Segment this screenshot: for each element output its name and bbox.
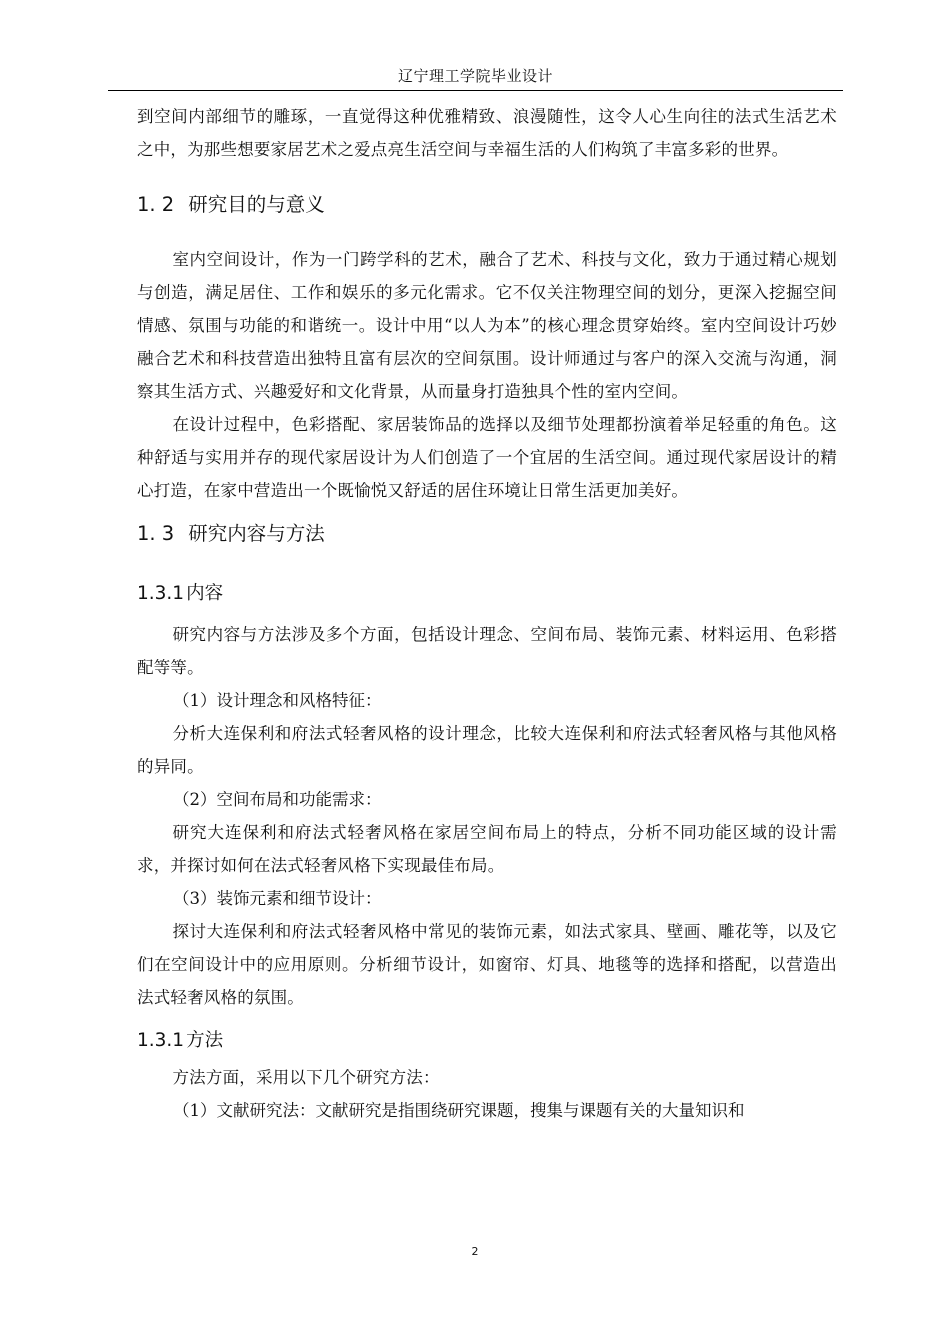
section-1-2-paragraph-2: 在设计过程中，色彩搭配、家居装饰品的选择以及细节处理都扮演着举足轻重的角色。这种舒适与实用并存的现代家居设计为人们创造了一个宜居的生活空间。通过现代家居设计的精心打造，在家中营造出一个既愉悦又舒适的居住环境让日常生活更加美好。	[137, 415, 837, 500]
section-1-3-1-method-heading	[137, 1024, 837, 1057]
section-title: 研究目的与意义	[188, 193, 325, 216]
page-header	[108, 62, 843, 91]
header-title: 辽宁理工学院毕业设计	[397, 67, 553, 85]
section-number: 1. 2	[137, 193, 175, 216]
section-number: 1.3.1	[137, 1030, 185, 1051]
section-title: 研究内容与方法	[188, 522, 325, 545]
content-item-2-label: （2）空间布局和功能需求：	[173, 790, 382, 809]
content-item-1-text: 分析大连保利和府法式轻奢风格的设计理念，比较大连保利和府法式轻奢风格与其他风格的异同。	[137, 724, 837, 776]
content-item-3-text: 探讨大连保利和府法式轻奢风格中常见的装饰元素，如法式家具、壁画、雕花等，以及它们在空间设计中的应用原则。分析细节设计，如窗帘、灯具、地毯等的选择和搭配，以营造出法式轻奢风格的氛围。	[137, 922, 837, 1007]
content-intro: 研究内容与方法涉及多个方面，包括设计理念、空间布局、装饰元素、材料运用、色彩搭配等等。	[137, 625, 837, 677]
section-1-3-1-content-heading	[137, 577, 837, 610]
section-1-2-heading	[137, 188, 837, 221]
section-1-2-paragraph-1: 室内空间设计，作为一门跨学科的艺术，融合了艺术、科技与文化，致力于通过精心规划与创造，满足居住、工作和娱乐的多元化需求。它不仅关注物理空间的划分，更深入挖掘空间情感、氛围与功能的和谐统一。设计中用“以人为本”的核心理念贯穿始终。室内空间设计巧妙融合艺术和科技营造出独特且富有层次的空间氛围。设计师通过与客户的深入交流与沟通，洞察其生活方式、兴趣爱好和文化背景，从而量身打造独具个性的室内空间。	[137, 250, 837, 401]
section-number: 1.3.1	[137, 583, 185, 604]
section-1-3-heading	[137, 517, 837, 550]
content-item-1-label: （1）设计理念和风格特征：	[173, 691, 382, 710]
content-item-2-text: 研究大连保利和府法式轻奢风格在家居空间布局上的特点，分析不同功能区域的设计需求，并探讨如何在法式轻奢风格下实现最佳布局。	[137, 823, 837, 875]
page-content	[137, 100, 837, 1127]
section-number: 1. 3	[137, 522, 175, 545]
method-intro: 方法方面，采用以下几个研究方法：	[172, 1068, 440, 1087]
content-item-3-label: （3）装饰元素和细节设计：	[173, 889, 382, 908]
method-item-1: （1）文献研究法：文献研究是指围绕研究课题，搜集与课题有关的大量知识和	[173, 1101, 745, 1120]
section-title: 方法	[186, 1030, 224, 1051]
section-title: 内容	[186, 583, 224, 604]
page-number: 2	[471, 1245, 479, 1258]
intro-paragraph: 到空间内部细节的雕琢，一直觉得这种优雅精致、浪漫随性，这令人心生向往的法式生活艺术之中，为那些想要家居艺术之爱点亮生活空间与幸福生活的人们构筑了丰富多彩的世界。	[137, 107, 837, 159]
